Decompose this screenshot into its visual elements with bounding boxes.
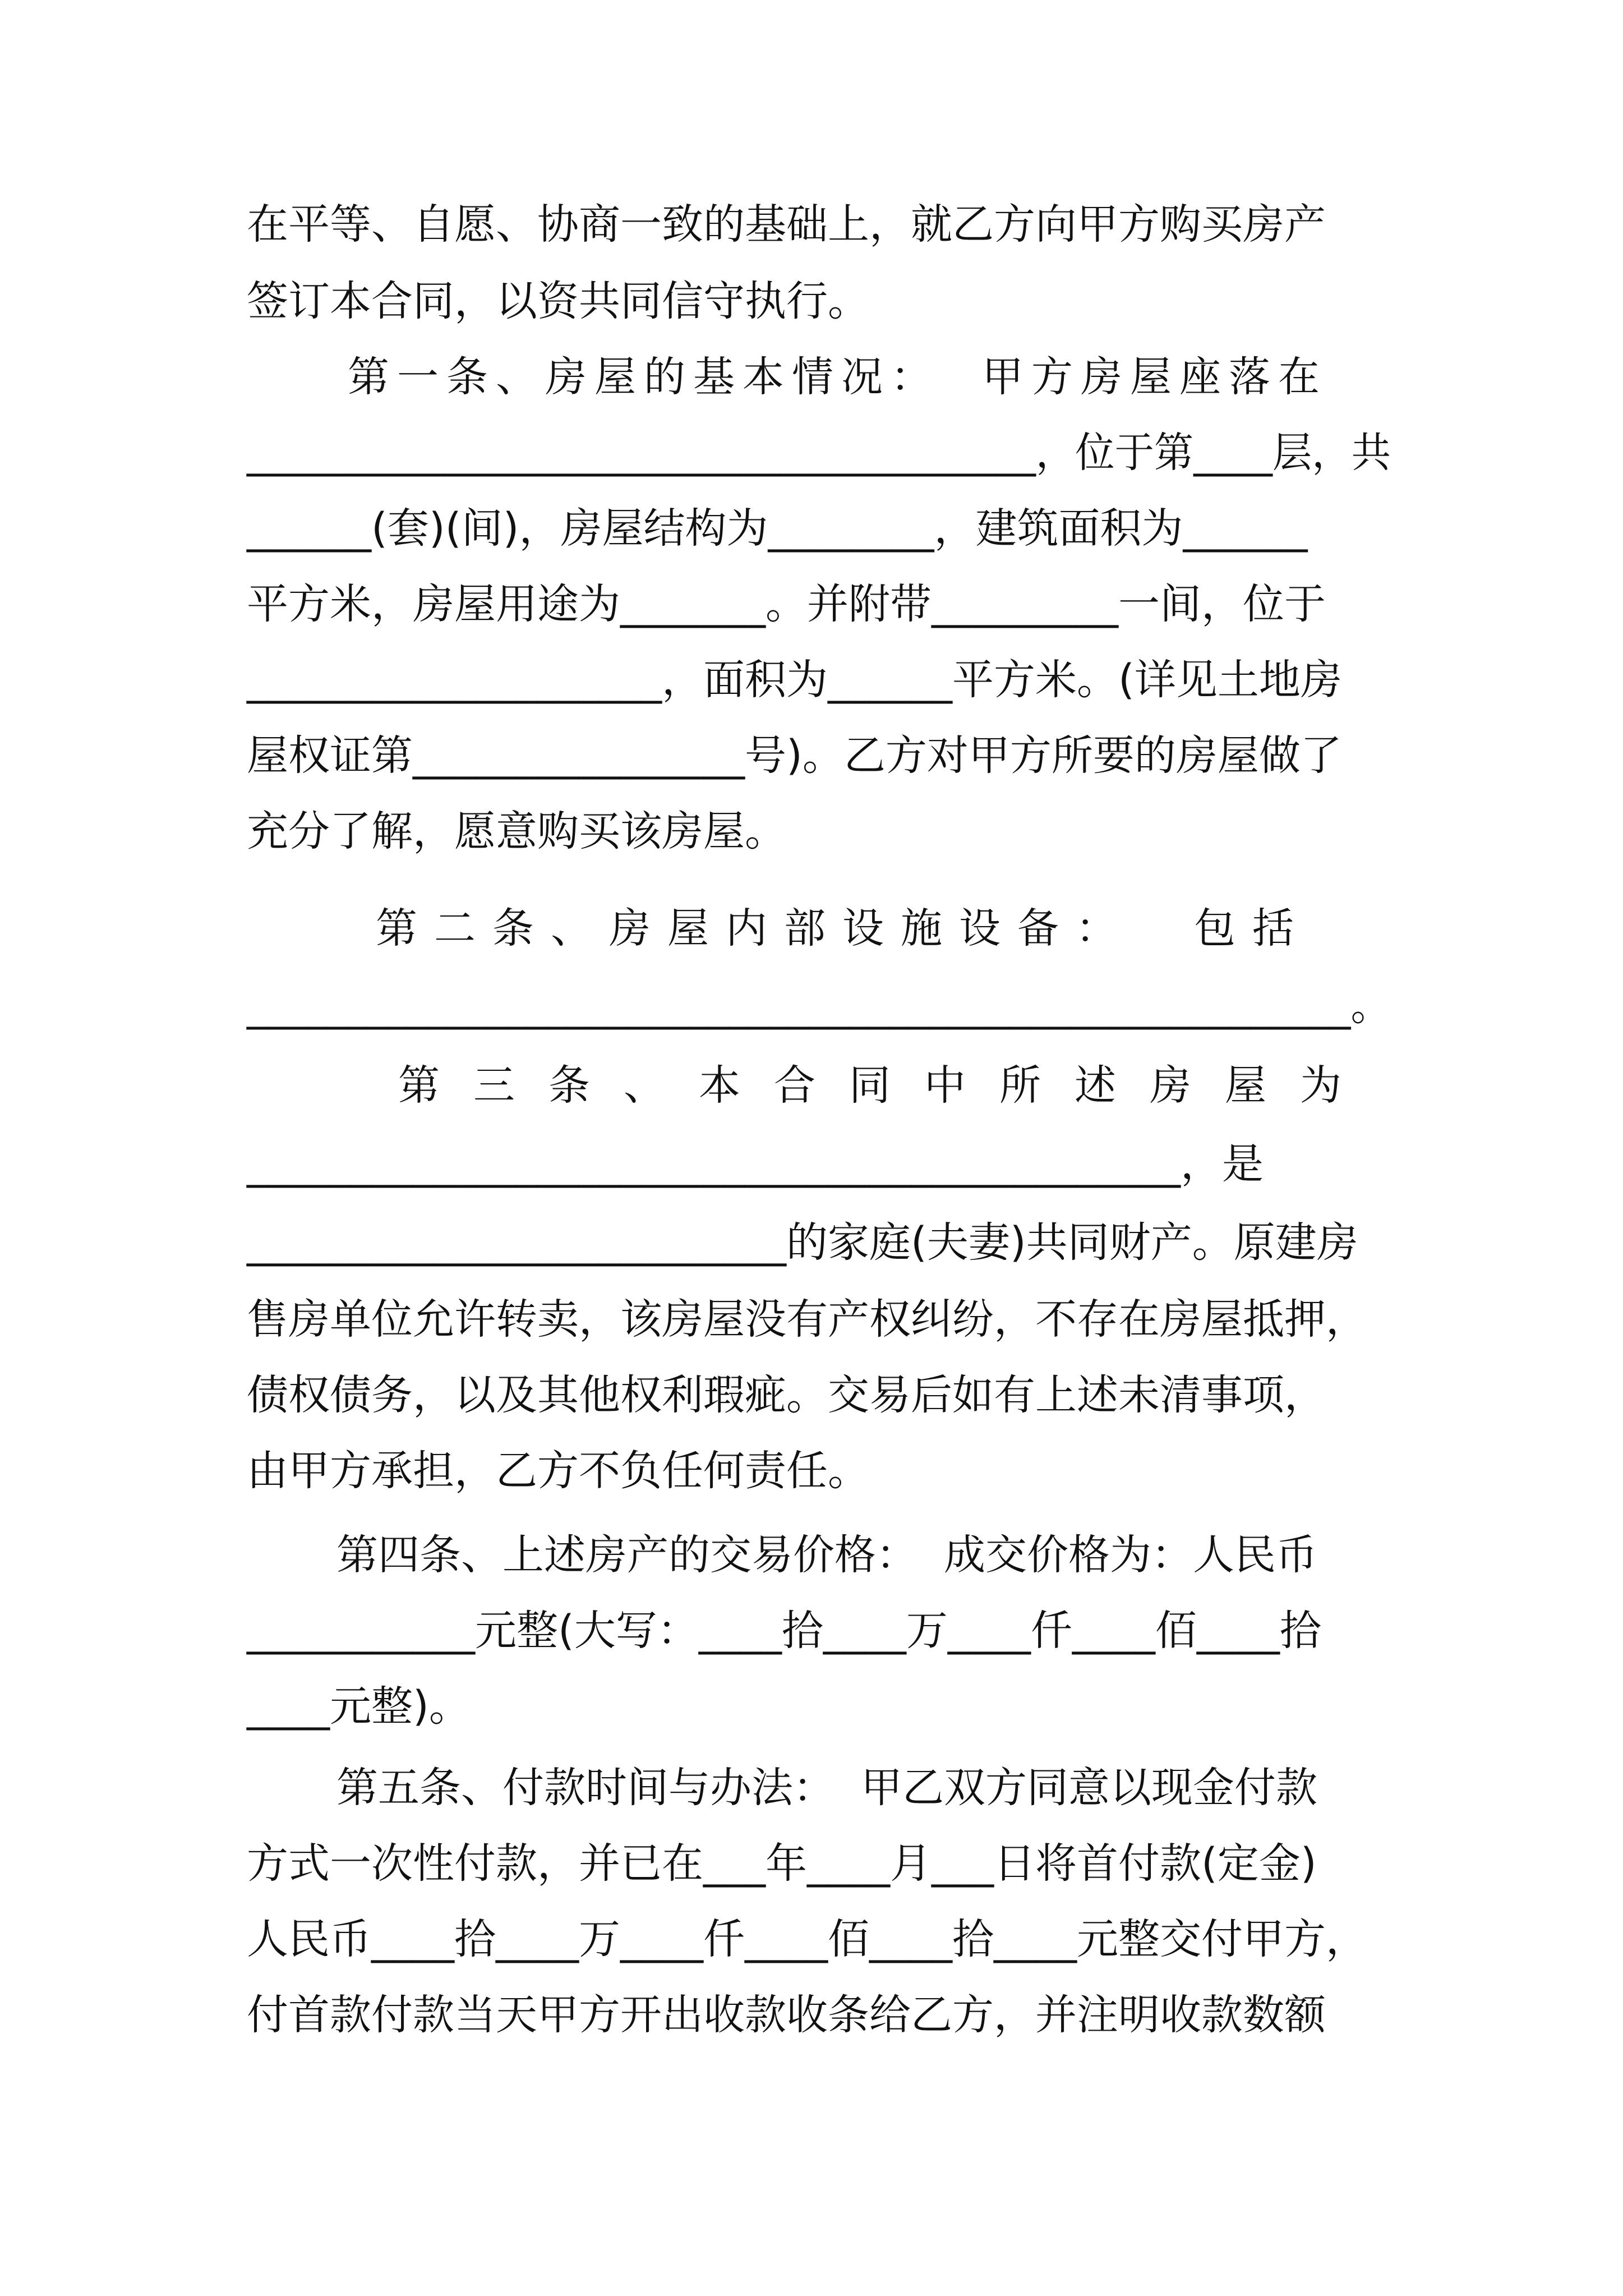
text-line-4 [247,422,1450,484]
text-line-9 [247,800,786,862]
text-line-3 [348,346,1327,408]
text-line-13 [247,1133,1264,1195]
text-line-16-text: 债权债务，以及其他权利瑕疵。交易后如有上述未清事项， [247,1371,1326,1419]
text-line-14 [247,1212,1358,1273]
text-line-21-text: 第五条、付款时间与办法： 甲乙双方同意以现金付款 [336,1764,1318,1812]
text-line-23-text: 人民币____拾____万____仟____佰____拾____元整交付甲方， [247,1915,1367,1963]
text-line-17-text: 由甲方承担，乙方不负任何责任。 [247,1447,869,1495]
text-line-22 [247,1833,1317,1894]
text-line-24 [247,1984,1326,2046]
text-line-14-text: __________________________的家庭(夫妻)共同财产。原建房 [247,1218,1358,1267]
text-line-11-text: _______________________________________________________。 [247,982,1391,1030]
text-line-1-text: 在平等、自愿、协商一致的基础上，就乙方向甲方购买房产 [247,200,1326,249]
text-line-9-text: 充分了解，愿意购买该房屋。 [247,807,786,855]
text-line-20 [247,1676,471,1737]
text-line-24-text: 付首款付款当天甲方开出收款收条给乙方，并注明收款数额 [247,1991,1326,2039]
text-line-2-text: 签订本合同，以资共同信守执行。 [247,277,869,325]
text-line-5-text: ______(套)(间)，房屋结构为________，建筑面积为______ [247,504,1308,553]
text-line-23 [247,1908,1367,1970]
text-line-2 [247,270,869,332]
text-line-15-text: 售房单位允许转卖，该房屋没有产权纠纷，不存在房屋抵押， [247,1295,1367,1343]
text-line-7-text: ____________________，面积为______平方米。(详见土地房 [247,656,1342,704]
text-line-6-text: 平方米，房屋用途为_______。并附带_________一间，位于 [247,580,1326,628]
text-line-21 [336,1757,1317,1819]
text-line-19 [247,1600,1321,1662]
text-line-20-text: ____元整)。 [247,1682,471,1731]
text-line-16 [247,1364,1326,1426]
text-line-22-text: 方式一次性付款，并已在___年____月___日将首付款(定金) [247,1839,1317,1888]
text-line-5 [247,498,1307,559]
text-line-12-text: 第三条、本合同中所述房屋为 [398,1061,1375,1110]
text-line-10-text: 第二条、房屋内部设施设备： 包括 [376,904,1311,953]
text-line-8 [247,725,1342,786]
text-line-13-text: _____________________________________________，是 [247,1140,1264,1188]
text-line-8-text: 屋权证第________________号)。乙方对甲方所要的房屋做了 [247,731,1342,780]
text-line-17 [247,1440,869,1502]
text-line-11 [247,975,1430,1037]
text-line-10 [376,898,1311,959]
text-line-4-text: ________________________________________，位于第____层，共 [247,429,1391,477]
text-line-1 [247,194,1326,255]
text-line-12 [398,1055,1375,1116]
text-line-6 [247,573,1326,635]
text-line-15 [247,1289,1367,1350]
text-line-18 [336,1524,1317,1586]
text-line-19-text: ___________元整(大写：____拾____万____仟____佰____拾 [247,1607,1321,1655]
text-line-7 [247,649,1342,711]
text-line-3-text: 第一条、房屋的基本情况： 甲方房屋座落在 [348,353,1328,401]
text-line-18-text: 第四条、上述房产的交易价格： 成交价格为：人民币 [336,1531,1318,1579]
